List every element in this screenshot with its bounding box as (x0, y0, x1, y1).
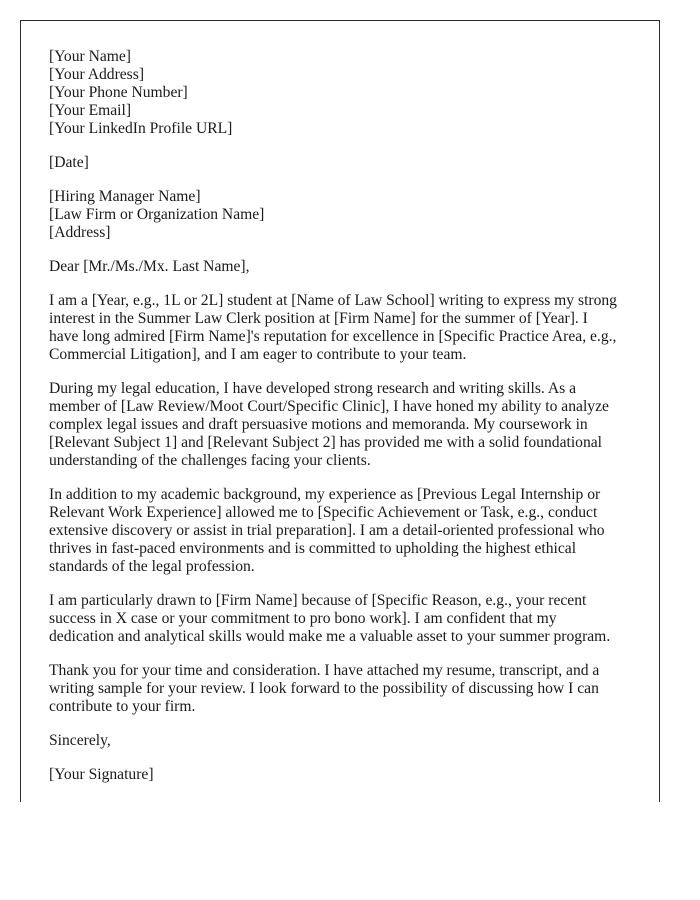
complimentary-close: Sincerely, (49, 732, 111, 749)
paragraph-line: Relevant Work Experience] allowed me to [Specific Achievement or Task, e.g., conduct (49, 504, 598, 521)
recipient-address-block (49, 188, 649, 242)
date-block (49, 154, 649, 172)
closing-block (49, 732, 649, 750)
sender-address: [Your Address] (49, 66, 145, 83)
sender-address-block (49, 48, 649, 138)
paragraph-line: have long admired [Firm Name]'s reputation for excellence in [Specific Practice Area, e.g., (49, 328, 617, 345)
paragraph-line: member of [Law Review/Moot Court/Specific Clinic], I have honed my ability to analyze (49, 398, 609, 415)
paragraph-line: dedication and analytical skills would make me a valuable asset to your summer program. (49, 628, 611, 645)
paragraph-line: understanding of the challenges facing your clients. (49, 452, 371, 469)
paragraph-line: contribute to your firm. (49, 698, 196, 715)
paragraph-line: writing sample for your review. I look forward to the possibility of discussing how I can (49, 680, 599, 697)
paragraph-line: interest in the Summer Law Clerk position at [Firm Name] for the summer of [Year]. I (49, 310, 588, 327)
paragraph-line: During my legal education, I have developed strong research and writing skills. As a (49, 380, 577, 397)
recipient-organization: [Law Firm or Organization Name] (49, 206, 265, 223)
paragraph-line: I am particularly drawn to [Firm Name] because of [Specific Reason, e.g., your recent (49, 592, 587, 609)
sender-phone: [Your Phone Number] (49, 84, 188, 101)
paragraph-line: extensive discovery or assist in trial preparation]. I am a detail-oriented professional who (49, 522, 605, 539)
body-paragraph-intro (49, 292, 649, 364)
body-paragraph-education (49, 380, 649, 470)
letter-date: [Date] (49, 154, 89, 171)
signature-block (49, 766, 649, 784)
paragraph-line: success in X case or your commitment to pro bono work]. I am confident that my (49, 610, 557, 627)
paragraph-line: complex legal issues and draft persuasive motions and memoranda. My coursework in (49, 416, 588, 433)
body-paragraph-closing (49, 662, 649, 716)
paragraph-line: I am a [Year, e.g., 1L or 2L] student at [Name of Law School] writing to express my strong (49, 292, 617, 309)
salutation: Dear [Mr./Ms./Mx. Last Name], (49, 258, 250, 275)
sender-email: [Your Email] (49, 102, 132, 119)
salutation-block (49, 258, 649, 276)
recipient-name: [Hiring Manager Name] (49, 188, 201, 205)
signature: [Your Signature] (49, 766, 154, 783)
sender-name: [Your Name] (49, 48, 132, 65)
paragraph-line: thrives in fast-paced environments and is committed to upholding the highest ethical (49, 540, 577, 557)
body-paragraph-motivation (49, 592, 649, 646)
recipient-address: [Address] (49, 224, 111, 241)
body-paragraph-experience (49, 486, 649, 576)
paragraph-line: In addition to my academic background, my experience as [Previous Legal Internship or (49, 486, 601, 503)
paragraph-line: [Relevant Subject 1] and [Relevant Subject 2] has provided me with a solid foundational (49, 434, 603, 451)
paragraph-line: standards of the legal profession. (49, 558, 255, 575)
paragraph-line: Commercial Litigation], and I am eager to contribute to your team. (49, 346, 467, 363)
paragraph-line: Thank you for your time and consideration. I have attached my resume, transcript, and a (49, 662, 600, 679)
sender-linkedin: [Your LinkedIn Profile URL] (49, 120, 233, 137)
cover-letter (49, 48, 649, 800)
